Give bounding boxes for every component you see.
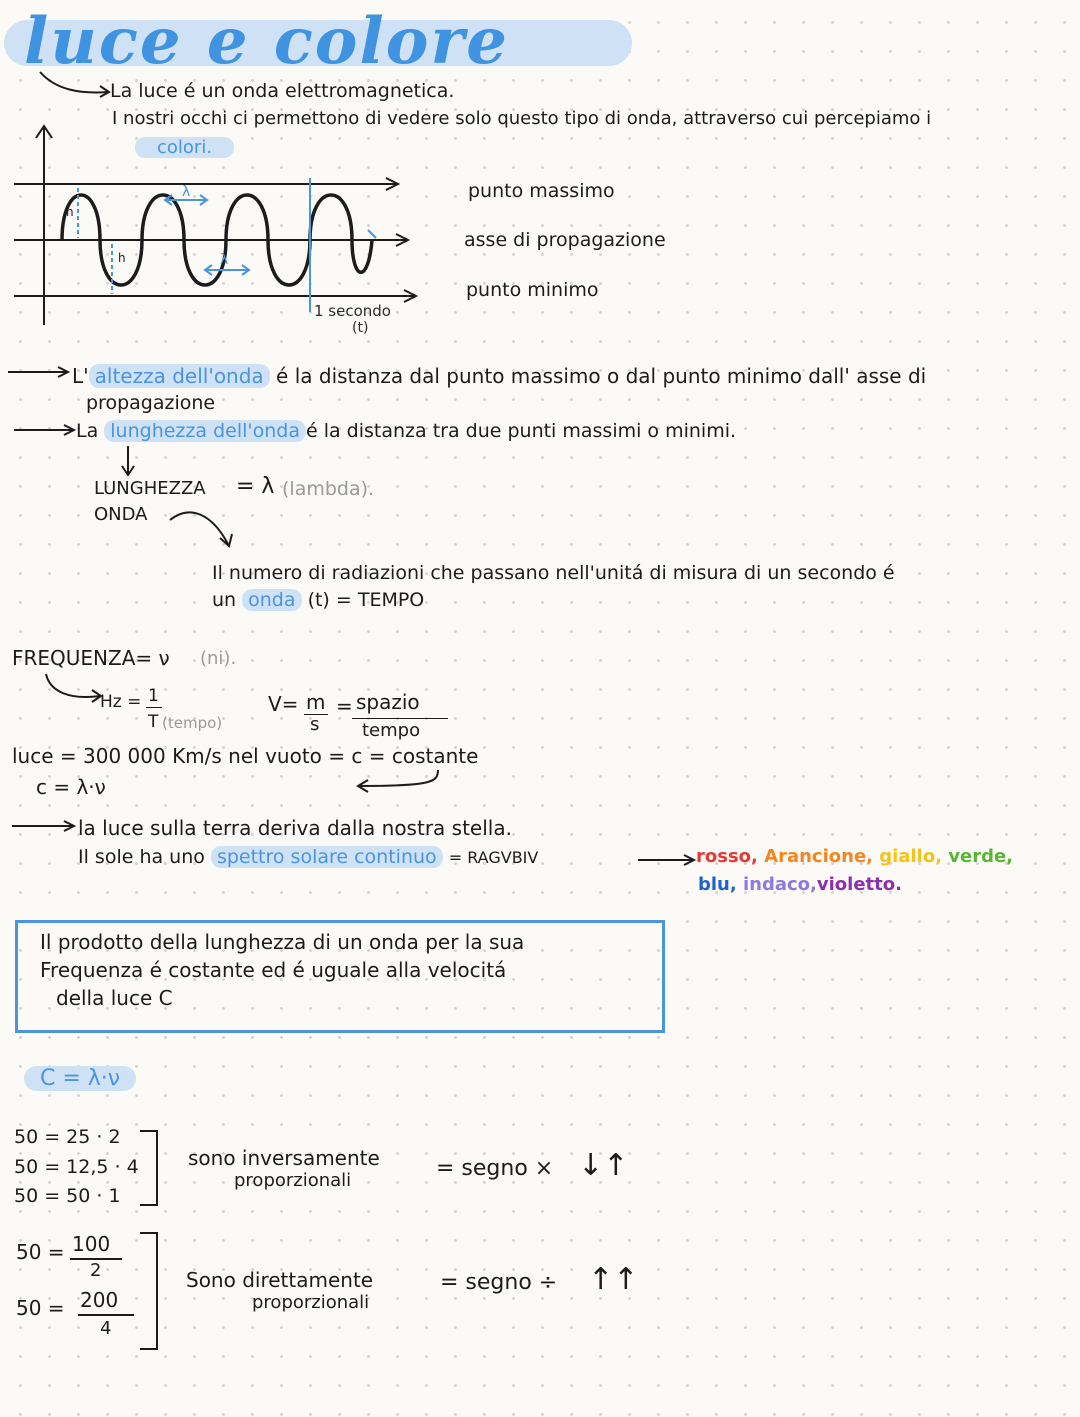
color-rosso: rosso, [696,846,758,867]
direct-text-1: Sono direttamente [186,1268,374,1292]
color-list-line-1 [696,846,1013,867]
luce-speed: luce = 300 000 Km/s nel vuoto = c = costante [12,744,479,768]
luce-formula: c = λ·ν [36,775,106,799]
hz-fraction-bar [146,707,162,708]
direct-den-2: 4 [100,1318,112,1339]
direct-fraction-bar-2 [78,1314,134,1316]
arrow-curve-icon [168,506,242,552]
arrow-back-icon [352,768,444,796]
spettro-term: spettro solare continuo [211,846,443,868]
intro-line-1: La luce é un onda elettromagnetica. [110,80,455,102]
lambda-label-1: LUNGHEZZA [94,478,206,499]
direct-arrows-icon: ↑↑ [588,1262,639,1297]
arrow-down-icon [120,444,136,480]
label-punto-minimo: punto minimo [466,279,599,301]
v-eq: = [336,694,353,718]
onda-term: onda [242,589,301,611]
inverse-eq-1: 50 = 25 · 2 [14,1126,121,1148]
hz-den: T [148,712,159,732]
inverse-sign: = segno × [436,1156,554,1181]
v-num2: spazio [356,690,420,714]
intro-arrow-icon [36,66,116,106]
box-line-2: Frequenza é costante ed é uguale alla velocitá [40,958,507,982]
color-violetto: violetto. [816,874,902,895]
lambda-label-top: λ [182,184,191,200]
inverse-bracket [140,1130,158,1206]
sole-line-2: Il sole ha uno spettro solare continuo = RAGVBIV [78,846,539,868]
lambda-eq: = λ [236,474,275,499]
v-fraction-bar-2 [352,718,448,719]
intro-colori: colori. [135,137,234,158]
formula-highlight: C = λ·ν [24,1066,136,1091]
inverse-text-1: sono inversamente [188,1146,380,1170]
color-list-line-2 [698,874,902,895]
direct-num-2: 200 [80,1288,119,1312]
inverse-eq-3: 50 = 50 · 1 [14,1185,121,1207]
label-t: (t) [352,320,369,336]
inverse-eq-2: 50 = 12,5 · 4 [14,1156,139,1178]
inverse-text-2: proporzionali [234,1170,352,1191]
v-den2: tempo [362,720,421,741]
sole-line-1: la luce sulla terra deriva dalla nostra stella. [78,816,512,840]
hz-num: 1 [148,686,159,706]
v-num: m [306,690,326,714]
direct-sign: = segno ÷ [440,1270,558,1295]
label-1-secondo: 1 secondo [314,302,391,320]
label-asse-propagazione: asse di propagazione [464,229,666,251]
lambda-label-bottom: λ [220,252,229,268]
intro-line-2: I nostri occhi ci permettono di vedere solo questo tipo di onda, attraverso cui percepiamo i [112,108,932,129]
color-giallo: giallo, [879,846,943,867]
altezza-line: L' altezza dell'onda é la distanza dal punto massimo o dal punto minimo dall' asse di [72,364,927,388]
altezza-term: altezza dell'onda [89,364,270,388]
hz-label: Hz = [100,692,142,712]
h-label-top: h [66,205,74,219]
color-blu: blu, [698,874,737,895]
altezza-line-cont: propagazione [86,392,216,414]
direct-text-2: proporzionali [252,1292,370,1313]
v-den: s [310,714,320,735]
inverse-arrows-icon: ↓↑ [578,1148,629,1183]
h-label-bottom: h [118,251,126,265]
arrow-colors-icon [638,852,698,868]
label-punto-massimo: punto massimo [468,180,615,202]
lambda-label-2: ONDA [94,504,148,525]
page-title: luce e colore [24,4,509,79]
frequenza-label: FREQUENZA= ν [12,646,170,670]
box-line-3: della luce C [56,986,173,1010]
direct-num-1: 100 [72,1232,111,1256]
radiazioni-line-1: Il numero di radiazioni che passano nell'unitá di misura di un secondo é [212,562,895,584]
lunghezza-line: La lunghezza dell'onda é la distanza tra due punti massimi o minimi. [76,420,737,442]
frequenza-note: (ni). [200,648,237,669]
arrow-altezza-icon [8,364,72,380]
hz-den-note: (tempo) [162,714,223,732]
lunghezza-term: lunghezza dell'onda [104,420,306,442]
direct-den-1: 2 [90,1260,102,1281]
lambda-note: (lambda). [282,478,375,500]
direct-lhs-2: 50 = [16,1296,65,1320]
arrow-lunghezza-icon [14,422,78,438]
arrow-sole-icon [12,818,78,834]
color-arancione: Arancione, [764,846,873,867]
direct-bracket [140,1232,158,1350]
radiazioni-line-2: un onda (t) = TEMPO [212,589,425,611]
v-pre: V= [268,692,299,716]
direct-lhs-1: 50 = [16,1240,65,1264]
box-line-1: Il prodotto della lunghezza di un onda per la sua [40,930,525,954]
color-verde: verde, [948,846,1014,867]
color-indaco: indaco, [743,874,817,895]
